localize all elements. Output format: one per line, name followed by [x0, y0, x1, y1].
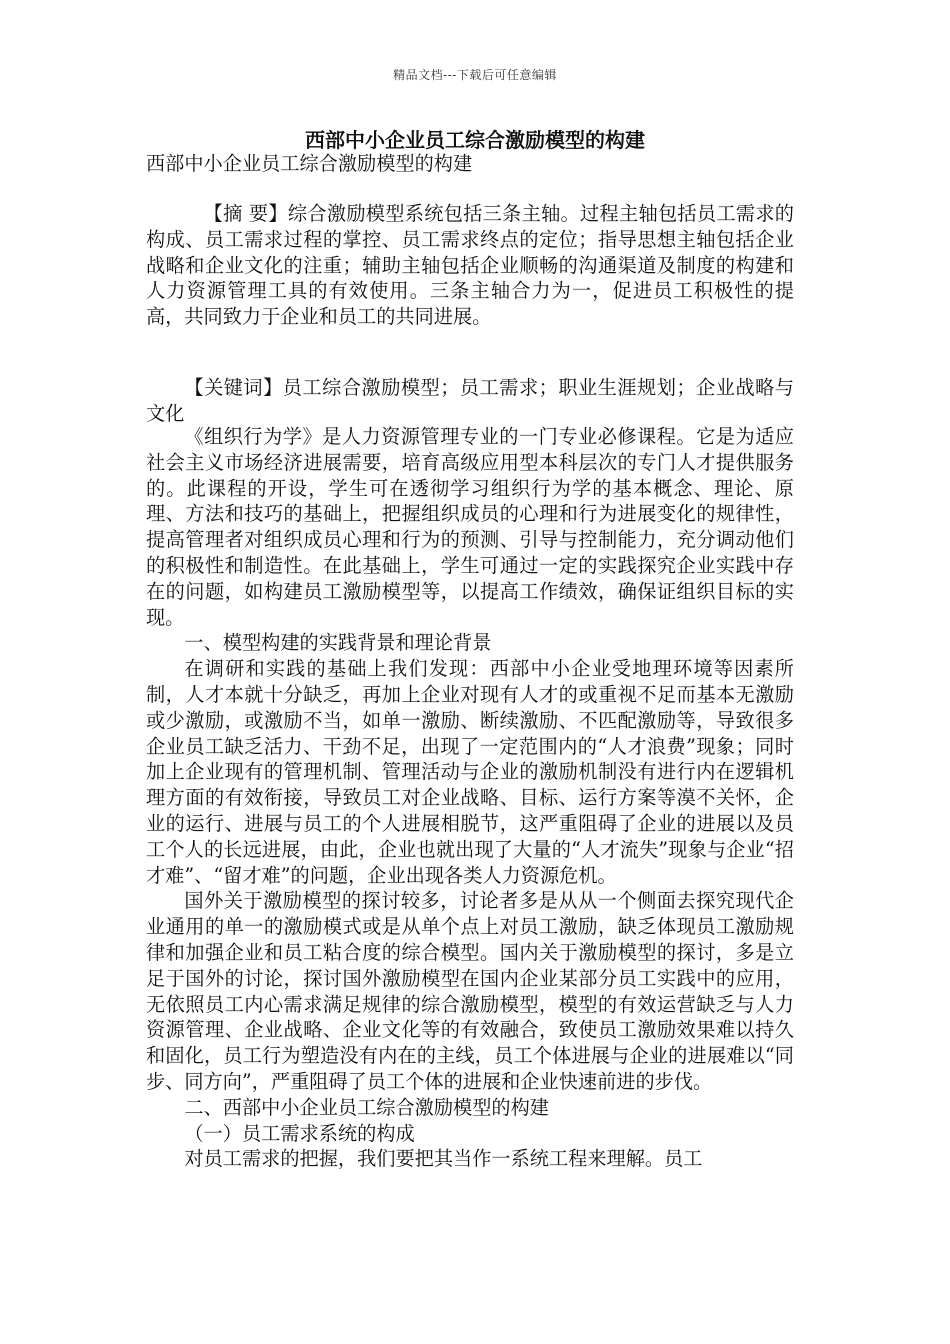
body-paragraph: 国外关于激励模型的探讨较多，讨论者多是从从一个侧面去探究现代企业通用的单一的激励模式或是从单个点上对员工激励，缺乏体现员工激励规律和加强企业和员工粘合度的综合模型。国内关于激励模型的探讨，多是立足于国外的讨论，探讨国外激励模型在国内企业某部分员工实践中的应用，无依照员工内心需求满足规律的综合激励模型，模型的有效运营缺乏与人力资源管理、企业战略、企业文化等的有效融合，致使员工激励效果难以持久和固化，员工行为塑造没有内在的主线，员工个体进展与企业的进展难以“同步、同方向”，严重阻碍了员工个体的进展和企业快速前进的步伐。 [146, 889, 794, 1093]
abstract-paragraph: 【摘 要】综合激励模型系统包括三条主轴。过程主轴包括员工需求的构成、员工需求过程的掌控、员工需求终点的定位；指导思想主轴包括企业战略和企业文化的注重；辅助主轴包括企业顺畅的沟通渠道及制度的构建和人力资源管理工具的有效使用。三条主轴合力为一，促进员工积极性的提高，共同致力于企业和员工的共同进展。 [146, 202, 794, 329]
keywords-paragraph: 【关键词】员工综合激励模型；员工需求；职业生涯规划；企业战略与文化 [146, 376, 794, 425]
document-title: 西部中小企业员工综合激励模型的构建 [305, 128, 645, 152]
body-paragraph: 《组织行为学》是人力资源管理专业的一门专业必修课程。它是为适应社会主义市场经济进展需要，培育高级应用型本科层次的专门人才提供服务的。此课程的开设，学生可在透彻学习组织行为学的基本概念、理论、原理、方法和技巧的基础上，把握组织成员的心理和行为进展变化的规律性，提高管理者对组织成员心理和行为的预测、引导与控制能力，充分调动他们的积极性和制造性。在此基础上，学生可通过一定的实践探究企业实践中存在的问题，如构建员工激励模型等，以提高工作绩效，确保证组织目标的实现。 [146, 425, 794, 629]
subsection-heading-1: （一）员工需求系统的构成 [184, 1121, 415, 1145]
subtitle-text: 西部中小企业员工综合激励模型的构建 [146, 152, 473, 175]
body-paragraph: 在调研和实践的基础上我们发现：西部中小企业受地理环境等因素所制，人才本就十分缺乏，再加上企业对现有人才的或重视不足而基本无激励或少激励，或激励不当，如单一激励、断续激励、不匹配激励等，导致很多企业员工缺乏活力、干劲不足，出现了一定范围内的“人才浪费”现象；同时加上企业现有的管理机制、管理活动与企业的激励机制没有进行内在逻辑机理方面的有效衔接，导致员工对企业战略、目标、运行方案等漠不关怀，企业的运行、进展与员工的个人进展相脱节，这严重阻碍了企业的进展以及员工个人的长远进展，由此，企业也就出现了大量的“人才流失”现象与企业“招才难”、“留才难”的问题，企业出现各类人力资源危机。 [146, 657, 794, 887]
header-watermark: 精品文档---下载后可任意编辑 [393, 68, 557, 82]
document-subtitle [146, 151, 794, 177]
abstract-section [146, 201, 794, 330]
body-paragraph: 对员工需求的把握，我们要把其当作一系统工程来理解。员工 [184, 1147, 703, 1171]
section-heading-1: 一、模型构建的实践背景和理论背景 [184, 631, 492, 655]
section-heading-2: 二、西部中小企业员工综合激励模型的构建 [184, 1095, 549, 1119]
main-content [146, 424, 794, 1172]
keywords-section [146, 375, 794, 427]
